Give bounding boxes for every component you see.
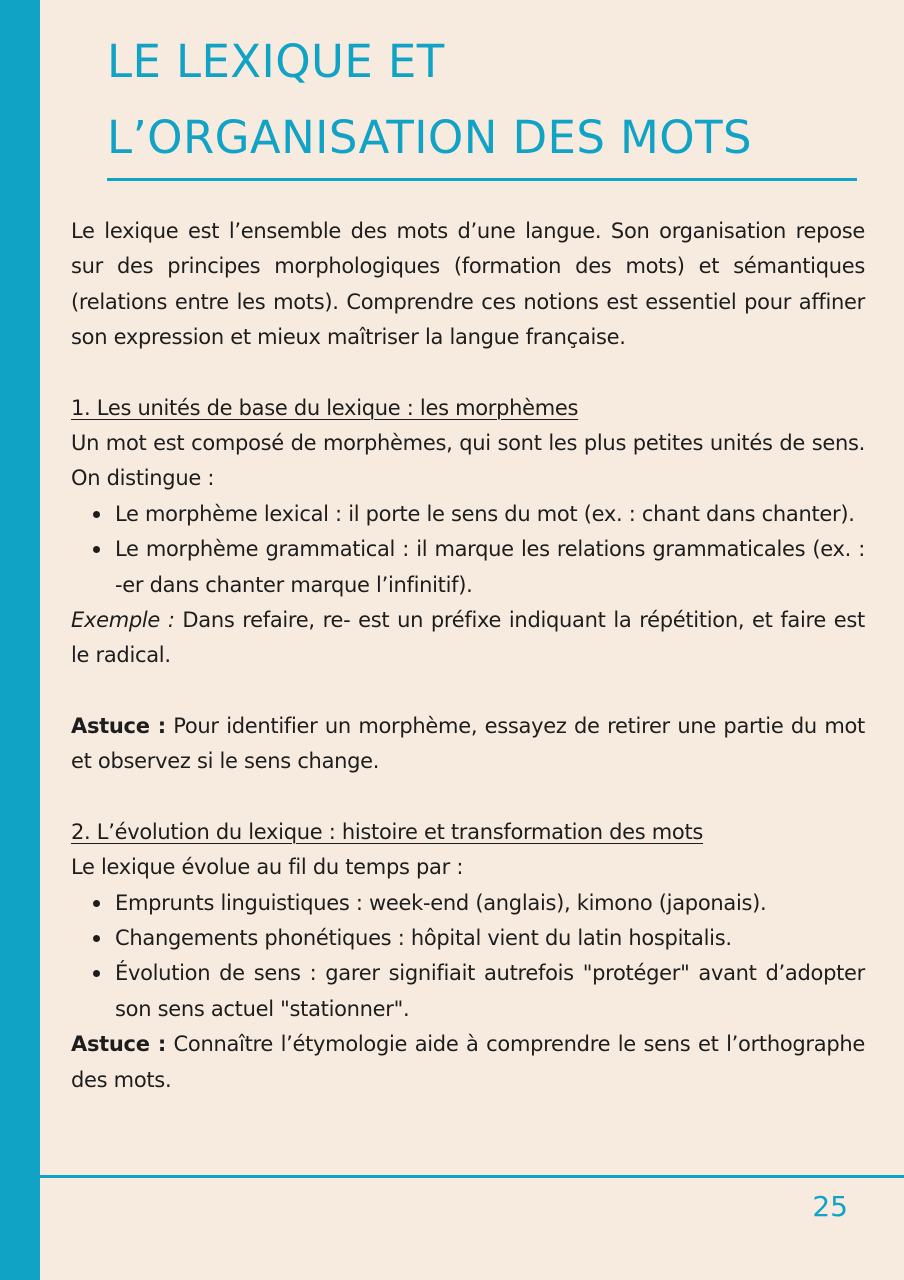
page-number: 25 — [812, 1190, 848, 1223]
list-item: Le morphème lexical : il porte le sens du mot (ex. : chant dans chanter). — [115, 497, 865, 532]
main-content — [71, 214, 865, 1098]
tip-paragraph-1 — [71, 709, 865, 780]
tip-paragraph-2 — [71, 1027, 865, 1098]
section-2-heading — [71, 815, 865, 850]
section-1-list — [71, 497, 865, 603]
title-divider — [107, 178, 857, 181]
list-item: Évolution de sens : garer signifiait autrefois "protéger" avant d’adopter son sens actuel "stationner". — [115, 956, 865, 1027]
section-2-list — [71, 886, 865, 1028]
list-item: Le morphème grammatical : il marque les relations grammaticales (ex. : -er dans chanter marque l’infinitif). — [115, 532, 865, 603]
left-accent-bar — [0, 0, 40, 1280]
tip-label: Astuce : — [71, 713, 166, 738]
section-1-heading-text: 1. Les unités de base du lexique : les morphèmes — [71, 395, 579, 420]
tip-text: Pour identifier un morphème, essayez de retirer une partie du mot et observez si le sens change. — [71, 713, 865, 774]
list-item: Emprunts linguistiques : week-end (anglais), kimono (japonais). — [115, 886, 865, 921]
section-2-heading-text: 2. L’évolution du lexique : histoire et transformation des mots — [71, 819, 704, 844]
example-text: Dans refaire, re- est un préfixe indiquant la répétition, et faire est le radical. — [71, 608, 865, 668]
tip-text: Connaître l’étymologie aide à comprendre le sens et l’orthographe des mots. — [71, 1032, 865, 1092]
intro-paragraph: Le lexique est l’ensemble des mots d’une langue. Son organisation repose sur des principes morphologiques (formation des mots) et sémantiques (relations entre les mots). Comprendre ces notions est essentiel pour affiner son expression et mieux maîtriser la langue française. — [71, 219, 865, 350]
page-title-line-1: LE LEXIQUE ET — [107, 35, 445, 88]
footer-divider — [40, 1175, 904, 1178]
section-1-text: Un mot est composé de morphèmes, qui sont les plus petites unités de sens. On distingue : — [71, 431, 865, 491]
section-1-heading — [71, 391, 865, 426]
page-title-line-2: L’ORGANISATION DES MOTS — [107, 111, 752, 164]
example-paragraph — [71, 603, 865, 674]
list-item: Changements phonétiques : hôpital vient du latin hospitalis. — [115, 921, 865, 956]
example-label: Exemple : — [71, 608, 175, 633]
section-2-text: Le lexique évolue au fil du temps par : — [71, 855, 464, 880]
page-title — [107, 24, 867, 176]
tip-label: Astuce : — [71, 1032, 166, 1057]
